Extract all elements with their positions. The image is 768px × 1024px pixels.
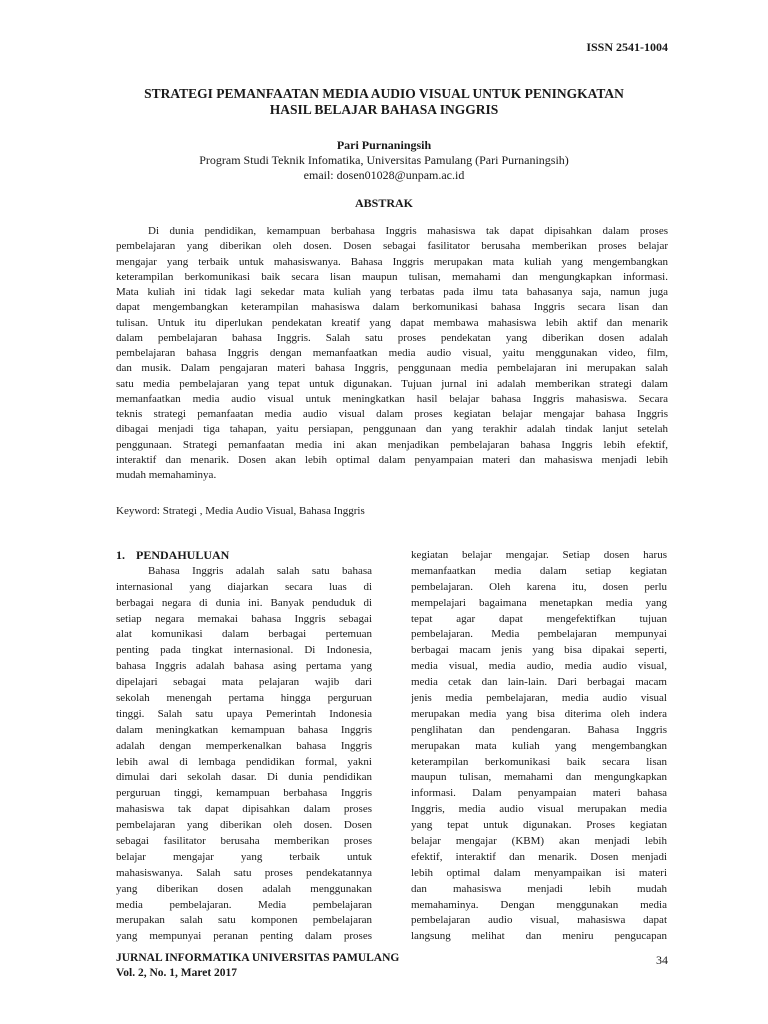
body-line: mahasiswa tak dapat dipisahkan dalam proses (116, 803, 372, 816)
body-line: media pembelajaran. Media pembelajaran (116, 898, 372, 911)
section-heading (116, 548, 372, 564)
body-line: berbagai macam jenis yang bisa dipakai seperti, (411, 644, 667, 657)
author-name: Pari Purnaningsih (336, 138, 432, 152)
body-line: internasional yang diajarkan secara luas di (116, 580, 372, 593)
body-line: tinggi. Salah satu upaya Pemerintah Indonesia (116, 707, 372, 720)
body-line: penglihatan dan pendengaran. Bahasa Inggris (411, 723, 667, 736)
body-line: merupakan salah satu komponen pembelajaran (116, 914, 372, 927)
abstract-line: pembelajaran bahasa Inggris dengan memanfaatkan media audio visual, yaitu menggunakan video, film, (116, 347, 668, 359)
abstract-line: dibagai menjadi tiga tahapan, yaitu persiapan, penggunaan dan yang terakhir adalah tindak lanjut setelah (116, 423, 668, 436)
body-line: langsung melihat dan meniru pengucapan (411, 930, 667, 943)
body-line: dimulai dari sekolah dasar. Di dunia pendidikan (116, 771, 372, 784)
abstract-line: satu media pembelajaran yang tepat untuk digunakan. Tujuan jurnal ini adalah memberikan strategi dalam (116, 377, 668, 390)
abstract-line: mengajar yang terbaik untuk mahasiswanya. Bahasa Inggris merupakan mata kuliah yang mengembangkan (116, 255, 668, 268)
paper-title-line-1: STRATEGI PEMANFAATAN MEDIA AUDIO VISUAL UNTUK PENINGKATAN (144, 86, 624, 101)
body-line: pembelajaran. Oleh karena itu, dosen perlu (411, 580, 667, 593)
body-line: lebih awal di lembaga pendidikan formal, yakni (116, 755, 372, 768)
body-line: yang mempunyai peranan penting dalam proses (116, 930, 372, 943)
abstract-line: mudah memahaminya. (116, 469, 217, 481)
paper-title (110, 86, 658, 118)
body-line: yang diberikan dosen adalah menggunakan (116, 882, 372, 895)
abstract-line: Di dunia pendidikan, kemampuan berbahasa Inggris mahasiswa tak dapat dipisahkan dalam proses (148, 225, 668, 237)
body-line: pembelajaran yang diberikan oleh dosen. Dosen (116, 819, 372, 832)
body-line: adalah dengan memperkenalkan bahasa Inggris (116, 739, 372, 752)
body-line: sebagai fasilitator berusaha memberikan proses (116, 835, 372, 848)
body-line: mempelajari bagaimana menetapkan media yang (411, 596, 667, 609)
body-line: jenis media pembelajaran, media audio visual (411, 692, 667, 705)
body-line: merupakan media yang bisa diterima oleh indera (411, 707, 667, 720)
abstract-line: dalam pembelajaran bahasa Inggris. Salah satu proses pendekatan yang diberikan dosen adalah (116, 331, 668, 344)
paper-title-line-2: HASIL BELAJAR BAHASA INGGRIS (269, 102, 499, 117)
body-line: dalam meningkatkan kemampuan bahasa Inggris (116, 723, 372, 736)
page-number: 34 (656, 953, 668, 967)
body-line: kegiatan belajar mengajar. Setiap dosen harus (411, 549, 667, 561)
footer-volume: Vol. 2, No. 1, Maret 2017 (116, 967, 238, 979)
author-email: email: dosen01028@unpam.ac.id (303, 168, 465, 182)
body-line: informasi. Dalam penyampaian materi bahasa (411, 787, 667, 800)
abstract-line: dapat mengembangkan keterampilan mahasiswa dalam berkomunikasi bahasa Inggris secara lisan dan (116, 301, 668, 314)
abstract-line: teknis strategi pemanfaatan media audio visual dalam proses kegiatan belajar mengajar bahasa Inggris (116, 408, 668, 420)
body-line: merupakan mata kuliah yang mengembangkan (411, 739, 667, 752)
abstract-line: penggunaan. Strategi pemanfaatan media ini akan menjadikan pembelajaran bahasa Inggris lebih efektif, (116, 438, 668, 451)
abstract-line: tulisan. Untuk itu diperlukan pendekatan kreatif yang dapat membawa mahasiswa lebih aktif dan menarik (116, 316, 668, 329)
body-line: perguruan tinggi, kemampuan berbahasa Inggris (116, 787, 372, 800)
body-line: lebih optimal dalam menyampaikan isi materi (411, 866, 667, 879)
body-line: media cetak dan lain-lain. Dari berbagai macam (411, 676, 667, 689)
body-line: mahasiswanya. Salah satu proses pendekatannya (116, 866, 372, 879)
body-line: belajar mengajar yang terbaik untuk (116, 850, 372, 863)
body-line: memahaminya. Dengan menggunakan media (411, 898, 667, 911)
body-line: penting pada tingkat internasional. Di Indonesia, (116, 644, 372, 657)
abstract-heading: ABSTRAK (354, 196, 413, 210)
body-line: dipelajari sebagai mata pelajaran wajib dari (116, 676, 372, 689)
author-affiliation: Program Studi Teknik Infomatika, Universitas Pamulang (Pari Purnaningsih) (199, 153, 569, 167)
body-column-right (411, 548, 667, 945)
body-line: Inggris, media audio visual merupakan media (411, 803, 667, 816)
abstract-line: memanfaatkan media audio visual untuk meningkatkan hasil belajar bahasa Inggris mahasiswa. Secara (116, 392, 668, 405)
section-title: PENDAHULUAN (136, 548, 230, 562)
body-line: bahasa Inggris adalah bahasa asing pertama yang (116, 660, 372, 673)
body-line: berbagai negara di dunia ini. Banyak penduduk di (116, 596, 372, 609)
body-line: alat komunikasi dalam berbagai pertemuan (116, 628, 372, 641)
issn-label: ISSN 2541-1004 (586, 40, 668, 54)
body-line: dan mahasiswa menjadi lebih mudah (411, 882, 667, 895)
keywords: Keyword: Strategi , Media Audio Visual, Bahasa Inggris (116, 505, 365, 517)
abstract-line: keterampilan berkomunikasi baik secara lisan maupun tulisan, memahami dan mengungkapkan informasi. (116, 270, 668, 283)
body-line: belajar mengajar (KBM) akan menjadi lebih (411, 835, 667, 848)
footer-journal-name: JURNAL INFORMATIKA UNIVERSITAS PAMULANG (116, 952, 400, 964)
body-line: tepat agar dapat mengefektifkan tujuan (411, 612, 667, 625)
abstract-line: pembelajaran yang diberikan oleh dosen. Dosen sebagai fasilitator berusaha memberikan proses belajar (116, 240, 668, 253)
body-line: sekolah menengah pertama hingga perguruan (116, 692, 372, 705)
abstract-line: dan musik. Dalam pengajaran materi bahasa Inggris, penggunaan media pembelajaran ini merupakan salah (116, 362, 668, 375)
section-number: 1. (116, 548, 125, 562)
body-line: pembelajaran audio visual, mahasiswa dapat (411, 914, 667, 927)
abstract-line: interaktif dan menarik. Dosen akan lebih optimal dalam penyampaian materi dan mahasiswa menjadi lebih (116, 453, 668, 466)
body-line: memanfaatkan media dalam setiap kegiatan (411, 564, 667, 577)
body-line: maupun tulisan, memahami dan mengungkapkan (411, 771, 667, 784)
body-line: efektif, interaktif dan menarik. Dosen menjadi (411, 850, 667, 863)
body-line: yang tepat untuk digunakan. Proses kegiatan (411, 819, 667, 832)
abstract-body (116, 224, 668, 483)
body-line: keterampilan berkomunikasi baik secara lisan (411, 755, 667, 768)
body-line: setiap negara memakai bahasa Inggris sebagai (116, 612, 372, 625)
body-line: pembelajaran. Media pembelajaran mempunyai (411, 628, 667, 641)
abstract-line: Mata kuliah ini tidak lagi sekedar mata kuliah yang terbatas pada ilmu tata bahasanya saja, namun juga (116, 286, 668, 298)
body-column-left (116, 548, 372, 945)
body-line: Bahasa Inggris adalah salah satu bahasa (148, 564, 372, 577)
body-line: media visual, media audio, media audio visual, (411, 660, 667, 673)
